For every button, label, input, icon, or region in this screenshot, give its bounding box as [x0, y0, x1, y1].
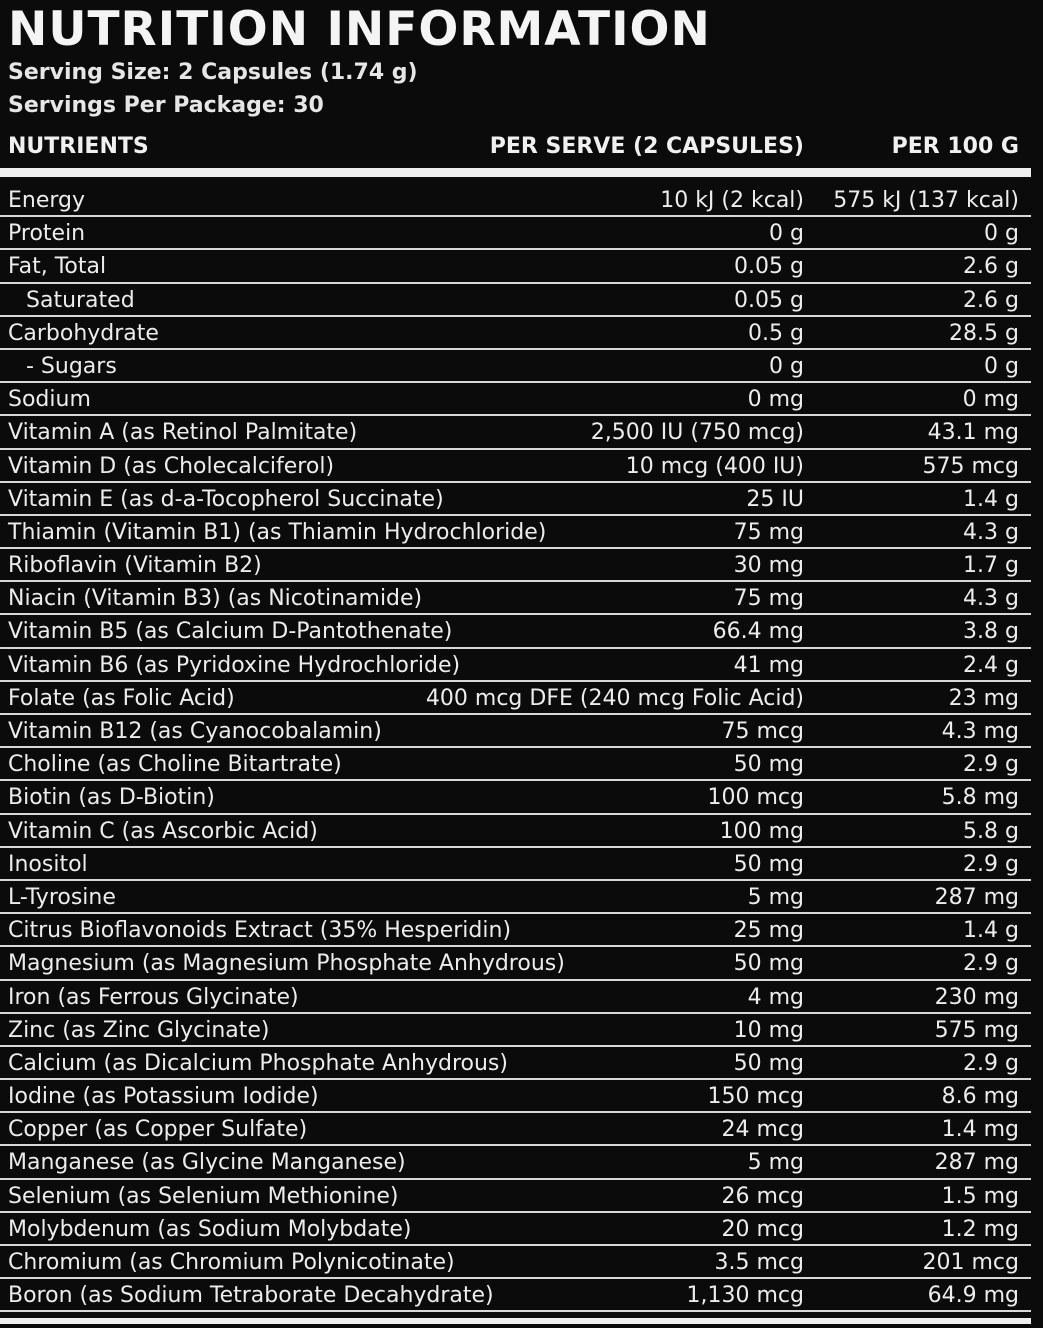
per-serve-value: 24 mcg — [721, 1117, 804, 1143]
per-100g-value: 1.5 mg — [941, 1183, 1019, 1209]
table-row — [0, 947, 1031, 980]
table-row — [0, 416, 1031, 449]
per-100g-value: 5.8 g — [963, 818, 1019, 844]
nutrient-name: L-Tyrosine — [8, 884, 116, 910]
per-100g-value: 64.9 mg — [927, 1283, 1019, 1309]
table-row — [0, 383, 1031, 416]
per-100g-value: 23 mg — [948, 685, 1019, 711]
per-100g-value: 575 mcg — [922, 453, 1019, 479]
per-100g-value: 28.5 g — [949, 320, 1019, 346]
table-row — [0, 1279, 1031, 1312]
table-row — [0, 450, 1031, 483]
table-row — [0, 715, 1031, 748]
nutrient-name: Iron (as Ferrous Glycinate) — [8, 984, 299, 1010]
per-serve-value: 75 mcg — [721, 719, 804, 744]
nutrient-name: Vitamin B12 (as Cyanocobalamin) — [8, 719, 382, 744]
per-100g-value: 4.3 g — [963, 586, 1019, 612]
per-100g-value: 2.9 g — [963, 1050, 1019, 1076]
per-serve-value: 0.05 g — [734, 287, 804, 313]
per-100g-value: 2.9 g — [963, 752, 1019, 778]
per-100g-value: 287 mg — [934, 1150, 1019, 1176]
per-100g-value: 0 g — [984, 353, 1019, 379]
per-serve-value: 5 mg — [747, 1150, 804, 1176]
nutrient-name: - Sugars — [26, 353, 117, 379]
nutrient-name: Vitamin B5 (as Calcium D-Pantothenate) — [8, 619, 453, 645]
nutrient-name: Copper (as Copper Sulfate) — [8, 1117, 308, 1143]
per-serve-value: 50 mg — [733, 851, 804, 877]
per-100g-value: 0 mg — [962, 387, 1019, 413]
per-100g-value: 2.6 g — [963, 287, 1019, 313]
nutrient-name: Calcium (as Dicalcium Phosphate Anhydrous) — [8, 1050, 508, 1076]
table-row — [0, 516, 1031, 549]
nutrient-name: Saturated — [26, 287, 135, 313]
nutrient-name: Vitamin C (as Ascorbic Acid) — [8, 818, 318, 844]
per-serve-value: 150 mcg — [707, 1084, 804, 1110]
serving-size: Serving Size: 2 Capsules (1.74 g) — [8, 60, 418, 85]
table-row — [0, 682, 1031, 715]
nutrient-name: Vitamin A (as Retinol Palmitate) — [8, 420, 358, 446]
per-serve-value: 0.5 g — [748, 320, 804, 346]
per-serve-value: 50 mg — [733, 1050, 804, 1076]
per-serve-value: 4 mg — [747, 984, 804, 1010]
table-row — [0, 1047, 1031, 1080]
nutrient-name: Citrus Bioflavonoids Extract (35% Hesperidin) — [8, 918, 512, 944]
per-100g-value: 2.6 g — [963, 254, 1019, 280]
header-divider — [0, 168, 1031, 177]
table-row — [0, 748, 1031, 781]
per-serve-value: 66.4 mg — [712, 619, 804, 645]
per-serve-value: 0 g — [769, 353, 804, 379]
per-serve-value: 41 mg — [733, 652, 804, 678]
per-100g-value: 2.9 g — [963, 951, 1019, 977]
table-row — [0, 1180, 1031, 1213]
per-100g-value: 2.9 g — [963, 851, 1019, 877]
per-100g-value: 230 mg — [934, 984, 1019, 1010]
table-row — [0, 549, 1031, 582]
nutrient-name: Vitamin E (as d-a-Tocopherol Succinate) — [8, 486, 444, 512]
nutrient-name: Carbohydrate — [8, 320, 159, 346]
per-serve-value: 10 kJ (2 kcal) — [660, 188, 804, 213]
nutrient-name: Choline (as Choline Bitartrate) — [8, 752, 342, 778]
nutrient-name: Molybdenum (as Sodium Molybdate) — [8, 1216, 412, 1242]
nutrient-name: Vitamin D (as Cholecalciferol) — [8, 453, 335, 479]
per-100g-value: 43.1 mg — [927, 420, 1019, 446]
nutrient-name: Protein — [8, 221, 86, 247]
table-row — [0, 250, 1031, 283]
table-row — [0, 1080, 1031, 1113]
table-row — [0, 781, 1031, 814]
table-row — [0, 582, 1031, 615]
table-row — [0, 881, 1031, 914]
header-nutrients: NUTRIENTS — [8, 134, 149, 159]
per-serve-value: 50 mg — [733, 951, 804, 977]
per-100g-value: 4.3 g — [963, 519, 1019, 545]
per-serve-value: 100 mcg — [707, 785, 804, 811]
table-row — [0, 815, 1031, 848]
table-row — [0, 848, 1031, 881]
per-serve-value: 3.5 mcg — [714, 1250, 804, 1275]
per-serve-value: 30 mg — [733, 553, 804, 579]
nutrient-name: Boron (as Sodium Tetraborate Decahydrate) — [8, 1283, 494, 1309]
per-100g-value: 3.8 g — [963, 619, 1019, 645]
per-serve-value: 75 mg — [733, 519, 804, 545]
nutrient-name: Magnesium (as Magnesium Phosphate Anhydrous) — [8, 951, 565, 977]
table-row — [0, 1014, 1031, 1047]
nutrient-name: Thiamin (Vitamin B1) (as Thiamin Hydrochloride) — [8, 519, 547, 545]
nutrient-name: Inositol — [8, 851, 88, 877]
per-100g-value: 575 mg — [934, 1017, 1019, 1043]
per-100g-value: 287 mg — [934, 884, 1019, 910]
per-serve-value: 400 mcg DFE (240 mcg Folic Acid) — [425, 685, 804, 711]
per-100g-value: 2.4 g — [963, 652, 1019, 678]
per-serve-value: 25 IU — [746, 486, 804, 512]
servings-per-package: Servings Per Package: 30 — [8, 93, 324, 118]
bottom-divider — [0, 1318, 1031, 1324]
table-row — [0, 981, 1031, 1014]
per-serve-value: 25 mg — [733, 918, 804, 944]
table-row — [0, 615, 1031, 648]
nutrient-name: Manganese (as Glycine Manganese) — [8, 1150, 406, 1176]
nutrient-name: Zinc (as Zinc Glycinate) — [8, 1017, 270, 1043]
nutrient-name: Niacin (Vitamin B3) (as Nicotinamide) — [8, 586, 423, 612]
per-serve-value: 0.05 g — [734, 254, 804, 280]
per-100g-value: 575 kJ (137 kcal) — [833, 188, 1019, 213]
nutrient-name: Biotin (as D-Biotin) — [8, 785, 215, 811]
table-row — [0, 350, 1031, 383]
table-row — [0, 1213, 1031, 1246]
per-100g-value: 1.4 mg — [941, 1117, 1019, 1143]
table-row — [0, 1246, 1031, 1279]
per-serve-value: 10 mg — [733, 1017, 804, 1043]
nutrient-name: Selenium (as Selenium Methionine) — [8, 1183, 399, 1209]
nutrient-name: Riboflavin (Vitamin B2) — [8, 553, 262, 579]
header-per-100g: PER 100 G — [891, 134, 1019, 159]
panel-title: NUTRITION INFORMATION — [8, 2, 711, 57]
table-row — [0, 649, 1031, 682]
per-100g-value: 1.4 g — [963, 918, 1019, 944]
per-100g-value: 1.4 g — [963, 486, 1019, 512]
per-serve-value: 50 mg — [733, 752, 804, 778]
per-serve-value: 10 mcg (400 IU) — [625, 453, 804, 479]
per-serve-value: 100 mg — [719, 818, 804, 844]
nutrient-name: Folate (as Folic Acid) — [8, 685, 235, 711]
nutrient-name: Chromium (as Chromium Polynicotinate) — [8, 1250, 455, 1275]
per-100g-value: 5.8 mg — [941, 785, 1019, 811]
per-serve-value: 1,130 mcg — [686, 1283, 804, 1309]
per-serve-value: 5 mg — [747, 884, 804, 910]
table-row — [0, 1113, 1031, 1146]
per-serve-value: 20 mcg — [721, 1216, 804, 1242]
table-row — [0, 317, 1031, 350]
per-serve-value: 2,500 IU (750 mcg) — [590, 420, 804, 446]
nutrient-name: Energy — [8, 188, 86, 213]
nutrient-table — [0, 184, 1031, 1312]
per-serve-value: 75 mg — [733, 586, 804, 612]
per-100g-value: 201 mcg — [922, 1250, 1019, 1275]
table-row — [0, 914, 1031, 947]
per-100g-value: 0 g — [984, 221, 1019, 247]
nutrient-name: Fat, Total — [8, 254, 107, 280]
per-100g-value: 4.3 mg — [941, 719, 1019, 744]
per-100g-value: 1.2 mg — [941, 1216, 1019, 1242]
table-row — [0, 217, 1031, 250]
nutrient-name: Iodine (as Potassium Iodide) — [8, 1084, 319, 1110]
nutrient-name: Vitamin B6 (as Pyridoxine Hydrochloride) — [8, 652, 461, 678]
table-row — [0, 483, 1031, 516]
per-serve-value: 26 mcg — [721, 1183, 804, 1209]
header-per-serve: PER SERVE (2 CAPSULES) — [489, 134, 804, 159]
table-row — [0, 1146, 1031, 1179]
per-100g-value: 1.7 g — [963, 553, 1019, 579]
nutrient-name: Sodium — [8, 387, 91, 413]
per-100g-value: 8.6 mg — [941, 1084, 1019, 1110]
per-serve-value: 0 mg — [747, 387, 804, 413]
table-header — [0, 130, 1031, 164]
per-serve-value: 0 g — [769, 221, 804, 247]
table-row — [0, 184, 1031, 217]
table-row — [0, 284, 1031, 317]
